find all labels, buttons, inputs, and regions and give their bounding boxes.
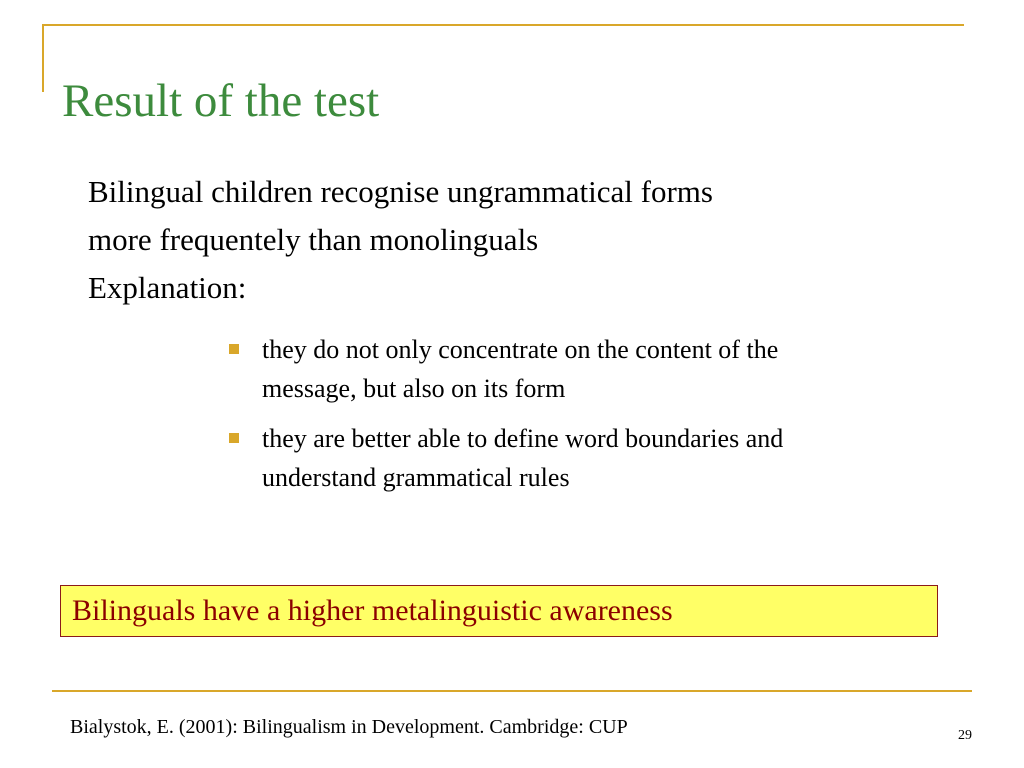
list-item-line: they do not only concentrate on the content of the xyxy=(262,335,779,364)
top-frame-line xyxy=(42,24,964,26)
left-frame-line xyxy=(42,24,44,92)
list-item xyxy=(227,419,947,497)
footer-divider xyxy=(52,690,972,692)
conclusion-box xyxy=(60,585,938,637)
list-item-line: understand grammatical rules xyxy=(262,463,570,492)
intro-text xyxy=(88,168,888,312)
conclusion-text: Bilinguals have a higher metalinguistic awareness xyxy=(72,594,673,627)
list-item-line: they are better able to define word boundaries and xyxy=(262,424,784,453)
explanation-label: Explanation: xyxy=(88,270,247,305)
explanation-list xyxy=(227,330,947,508)
square-bullet-icon xyxy=(229,433,239,443)
intro-line: Bilingual children recognise ungrammatical forms xyxy=(88,174,713,209)
citation: Bialystok, E. (2001): Bilingualism in Development. Cambridge: CUP xyxy=(70,716,628,738)
slide-number: 29 xyxy=(958,728,972,743)
slide-title: Result of the test xyxy=(62,75,380,127)
list-item xyxy=(227,330,947,408)
intro-line: more frequentely than monolinguals xyxy=(88,222,539,257)
list-item-line: message, but also on its form xyxy=(262,374,566,403)
square-bullet-icon xyxy=(229,344,239,354)
